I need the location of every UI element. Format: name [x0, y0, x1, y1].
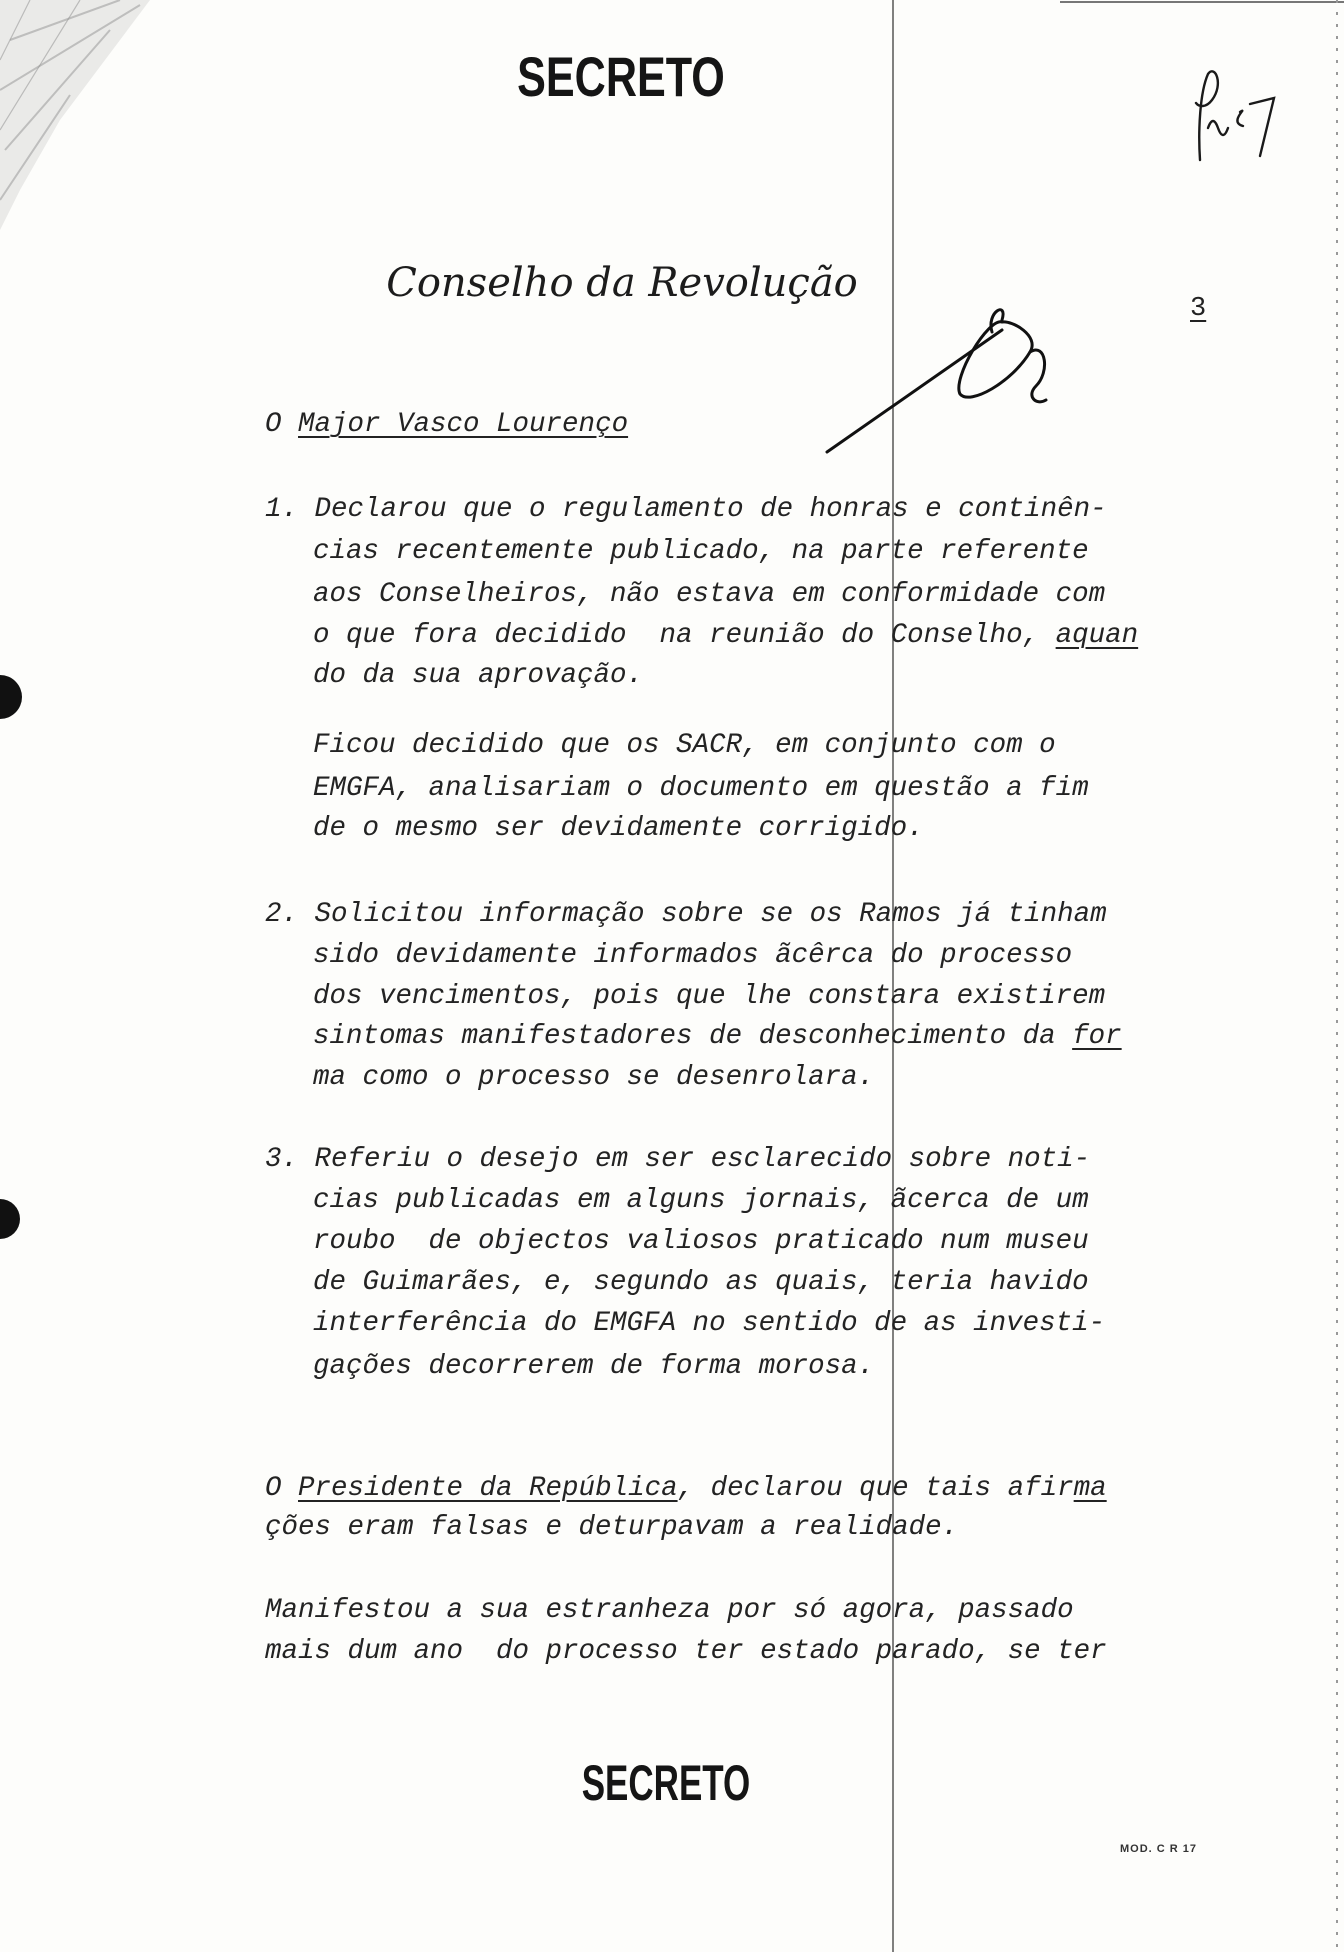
president-line-1-underlined: ma — [1073, 1473, 1107, 1504]
remark-line-1: Manifestou a sua estranheza por só agora, passado — [265, 1595, 1074, 1626]
item-1-line-5: do da sua aprovação. — [313, 660, 644, 691]
punch-hole-upper — [0, 675, 22, 719]
handwritten-signature — [827, 310, 1046, 452]
classification-footer: SECRETO — [581, 1755, 751, 1811]
decision-line-1: Ficou decidido que os SACR, em conjunto com o — [313, 730, 1056, 761]
president-title: Presidente da República — [298, 1473, 678, 1504]
classification-header: SECRETO — [517, 45, 725, 108]
president-line-2: ções eram falsas e deturpavam a realidade. — [265, 1512, 959, 1543]
item-2-line-3: dos vencimentos, pois que lhe constara existirem — [313, 981, 1106, 1012]
handwritten-initials — [1196, 71, 1274, 160]
form-code: MOD. C R 17 — [1120, 1843, 1198, 1855]
page-number: 3 — [1190, 294, 1207, 324]
item-1-line-4-underlined: aquan — [1055, 620, 1139, 651]
item-3-line-2: cias publicadas em alguns jornais, ãcerca de um — [313, 1185, 1089, 1216]
item-2-line-2: sido devidamente informados ãcêrca do processo — [313, 940, 1073, 971]
item-2-line-5: ma como o processo se desenrolara. — [313, 1062, 875, 1093]
president-line-1-prefix: O — [265, 1473, 299, 1504]
item-3-line-1: 3. Referiu o desejo em ser esclarecido sobre noti- — [265, 1144, 1091, 1175]
item-2-line-1: 2. Solicitou informação sobre se os Ramos já tinham — [265, 899, 1107, 930]
item-2-line-4-text: sintomas manifestadores de desconhecimento da — [313, 1021, 1073, 1052]
item-2-line-4 — [313, 1020, 1122, 1054]
item-1-line-4-text: o que fora decidido na reunião do Conselho, — [313, 620, 1056, 651]
item-1-line-2: cias recentemente publicado, na parte referente — [313, 536, 1089, 567]
item-2-line-4-underlined: for — [1072, 1021, 1122, 1052]
decision-line-2: EMGFA, analisariam o documento em questão a fim — [313, 773, 1089, 804]
speaker-name: Major Vasco Lourenço — [298, 409, 629, 440]
president-line-1-text: , declarou que tais afir — [677, 1473, 1074, 1504]
speaker-prefix: O — [265, 409, 299, 440]
decision-line-3: de o mesmo ser devidamente corrigido. — [313, 813, 924, 844]
president-line-1 — [265, 1472, 1107, 1506]
item-3-line-5: interferência do EMGFA no sentido de as investi- — [313, 1308, 1106, 1339]
item-3-line-4: de Guimarães, e, segundo as quais, teria havido — [313, 1267, 1089, 1298]
item-1-line-1: 1. Declarou que o regulamento de honras e continên- — [265, 494, 1107, 525]
item-1-line-4 — [313, 619, 1138, 653]
issuing-body-title: Conselho da Revolução — [386, 260, 858, 306]
item-3-line-6: gações decorrerem de forma morosa. — [313, 1351, 875, 1382]
corner-scan-noise — [0, 0, 150, 230]
item-1-line-3: aos Conselheiros, não estava em conformidade com — [313, 579, 1106, 610]
speaker-line-major — [265, 408, 628, 442]
item-3-line-3: roubo de objectos valiosos praticado num museu — [313, 1226, 1089, 1257]
remark-line-2: mais dum ano do processo ter estado parado, se ter — [265, 1636, 1107, 1667]
punch-hole-lower — [0, 1199, 20, 1239]
